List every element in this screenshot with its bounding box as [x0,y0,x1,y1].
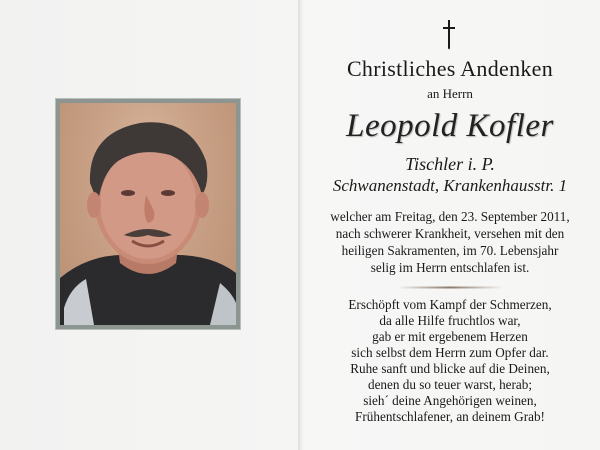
card-title: Christliches Andenken [346,56,554,81]
poem-line: sieh´ deine Angehörigen weinen, [363,393,537,408]
address: Schwanenstadt, Krankenhausstr. 1 [332,176,568,195]
announcement-line: nach schwerer Krankheit, versehen mit den [335,226,565,241]
poem-line: Erschöpft vom Kampf der Schmerzen, [348,297,552,312]
portrait-frame [56,99,240,329]
announcement-line: selig im Herrn entschlafen ist. [370,260,530,275]
card-subtitle: an Herrn [427,86,473,101]
ornament-divider [397,286,503,289]
portrait-illustration [60,103,236,325]
announcement-line: heiligen Sakramenten, im 70. Lebensjahr [341,243,559,258]
text-panel [300,0,600,450]
occupation: Tischler i. P. [405,154,495,174]
poem-line: Frühentschlafener, an deinem Grab! [355,409,545,424]
poem-line: da alle Hilfe fruchtlos war, [379,313,521,328]
cross-icon [441,18,457,52]
poem-line: gab er mit ergebenem Herzen [372,329,528,344]
portrait-photo [60,103,236,325]
poem-line: denen du so teuer warst, herab; [367,377,533,392]
poem-line: Ruhe sanft und blicke auf die Deinen, [350,361,550,376]
deceased-name: Leopold Kofler [346,108,554,144]
announcement-line: welcher am Freitag, den 23. September 2011, [330,209,570,224]
poem-line: sich selbst dem Herrn zum Opfer dar. [351,345,549,360]
